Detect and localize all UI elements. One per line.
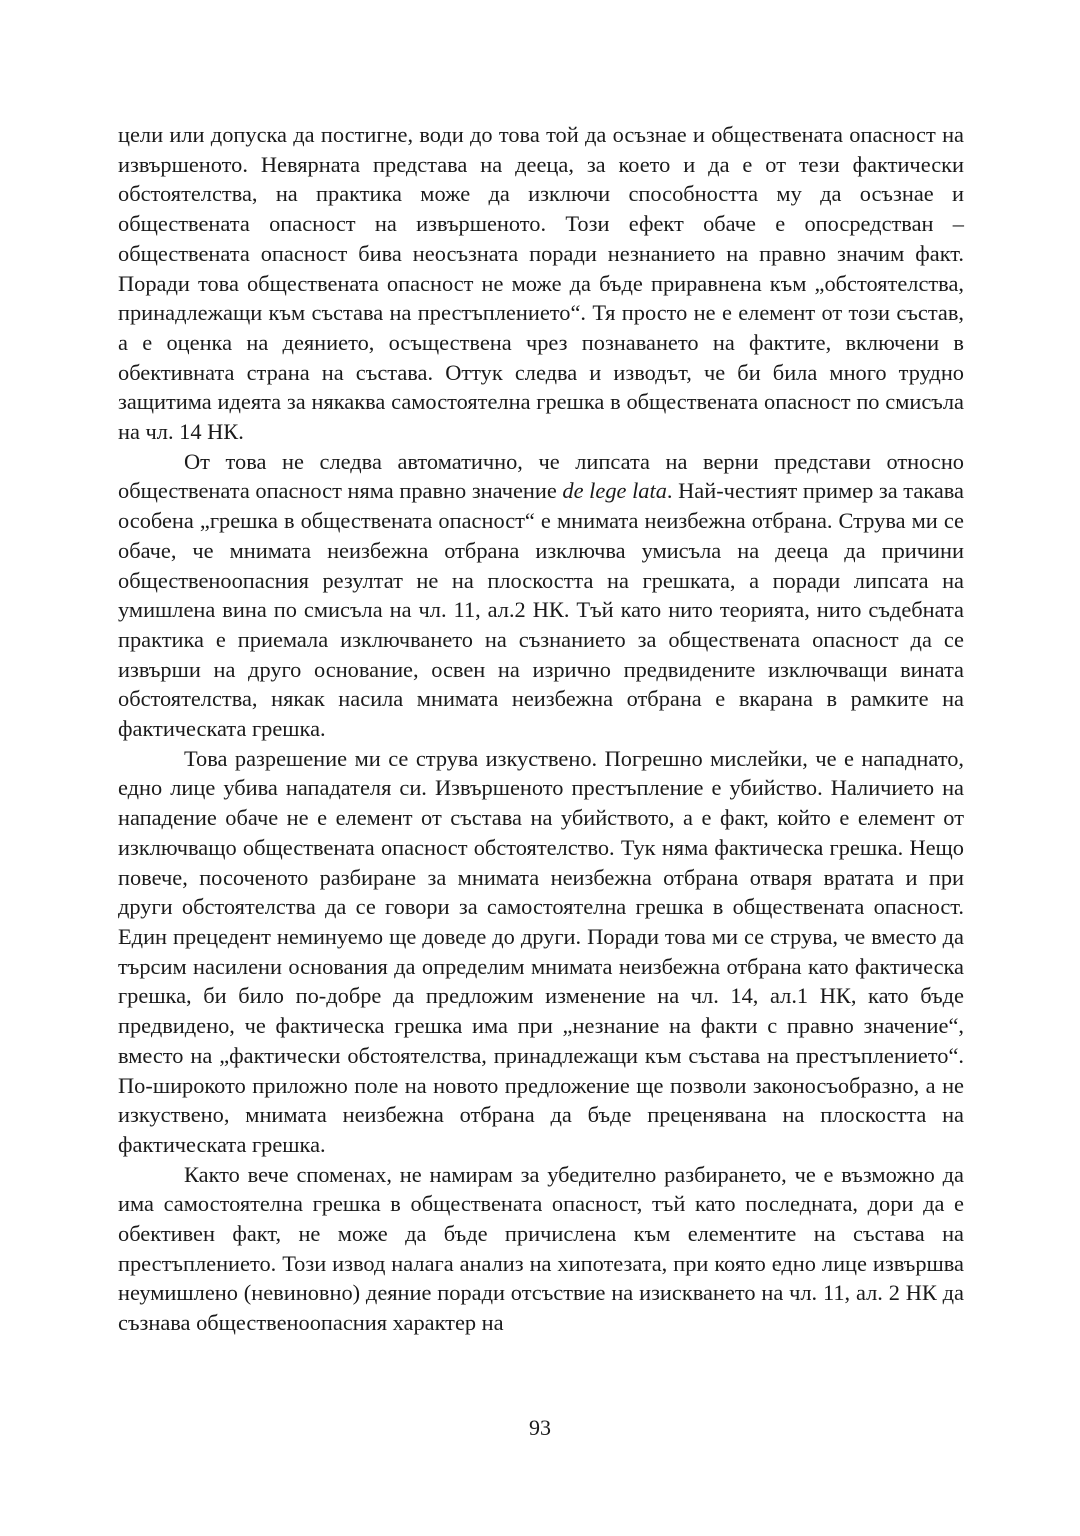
paragraph-1: цели или допуска да постигне, води до това той да осъзнае и обществената опасност на извършеното. Невярната представа на дееца, за което и да е от тези фактически обстоятелства, на практика може да изключи способността му да осъзнае и обществената опасност на извършеното. Този ефект обаче е опосредстван – обществената опасност бива неосъзната поради незнанието на правно значим факт. Поради това обществената опасност не може да бъде приравнена към „обстоятелства, принадлежащи към състава на престъплението“. Тя просто не е елемент от този състав, а е оценка на деянието, осъществена чрез познаването на фактите, включени в обективната страна на състава. Оттук следва и изводът, че би била много трудно защитима идеята за някаква самостоятелна грешка в обществената опасност по смисъла на чл. 14 НК. [118, 122, 964, 445]
body-text [118, 120, 964, 1338]
latin-term: de lege lata [562, 478, 667, 504]
page-number: 93 [529, 1415, 551, 1440]
paragraph-2 [118, 447, 964, 744]
paragraph-2-text-end: . Най-честият пример за такава особена „грешка в обществената опасност“ е мнимата неизбежна отбрана. Струва ми се обаче, че мнимата неизбежна отбрана изключва умисъла на дееца да причини общественоопасния резултат не на плоскостта на грешката, а поради липсата на умишлена вина по смисъла на чл. 11, ал.2 НК. Тъй като нито теорията, нито съдебната практика е приемала изключването на съзнанието за обществената опасност да се извърши на друго основание, освен на изрично предвидените изключващи вината обстоятелства, някак насила мнимата неизбежна отбрана е вкарана в рамките на фактическата грешка. [118, 478, 964, 742]
paragraph-4: Както вече споменах, не намирам за убедително разбирането, че е възможно да има самостоятелна грешка в обществената опасност, тъй като последната, дори да е обективен факт, не може да бъде причислена към елементите на състава на престъплението. Този извод налага анализ на хипотезата, при която едно лице извършва неумишлено (невиновно) деяние поради отсъствие на изискването на чл. 11, ал. 2 НК да съзнава общественоопасния характер на [118, 1161, 964, 1336]
paragraph-3: Това разрешение ми се струва изкуствено. Погрешно мислейки, че е нападнато, едно лице убива нападателя си. Извършеното престъпление е убийство. Наличието на нападение обаче не е елемент от състава на убийството, а е факт, който е елемент от изключващо обществената опасност обстоятелство. Тук няма фактическа грешка. Нещо повече, посоченото разбиране за мнимата неизбежна отбрана отваря вратата и при други обстоятелства да се говори за самостоятелна грешка в обществената опасност. Един прецедент неминуемо ще доведе до други. Поради това ми се струва, че вместо да търсим насилени основания да определим мнимата неизбежна отбрана като фактическа грешка, би било по-добре да предложим изменение на чл. 14, ал.1 НК, като бъде предвидено, че фактическа грешка има при „незнание на факти с правно значение“, вместо на „фактически обстоятелства, принадлежащи към състава на престъплението“. По-широкото приложно поле на новото предложение ще позволи законосъобразно, а не изкуствено, мнимата неизбежна отбрана да бъде преценявана на плоскостта на фактическата грешка. [118, 745, 964, 1157]
paragraph-2-text-start: От това не следва автоматично, че липсата на верни представи относно обществената опасност няма правно значение [118, 448, 964, 504]
